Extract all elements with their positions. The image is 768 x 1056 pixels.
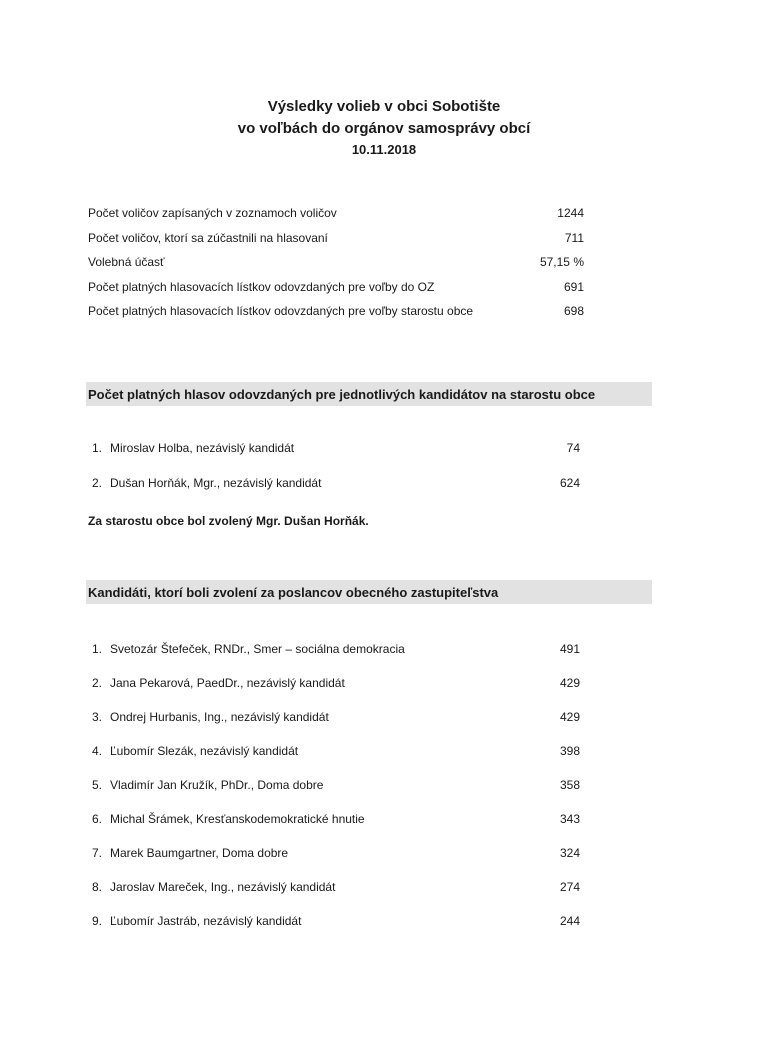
candidate-name: Ľubomír Slezák, nezávislý kandidát: [110, 744, 299, 758]
candidate-number: 5.: [92, 778, 103, 792]
list-item: [92, 802, 580, 836]
candidate-number: 8.: [92, 880, 103, 894]
candidate-name: Dušan Horňák, Mgr., nezávislý kandidát: [110, 475, 322, 490]
candidate-number: 1.: [92, 440, 103, 455]
council-section-heading: Kandidáti, ktorí boli zvolení za poslancov obecného zastupiteľstva: [86, 580, 652, 604]
candidate-votes: 74: [566, 440, 580, 455]
candidate-votes: 491: [559, 642, 580, 656]
candidate-number: 4.: [92, 744, 103, 758]
stat-label: Počet voličov zapísaných v zoznamoch voličov: [88, 206, 337, 221]
stat-label: Počet platných hlasovacích lístkov odovzdaných pre voľby do OZ: [88, 279, 435, 294]
stat-row: [88, 250, 584, 275]
stat-value: 691: [563, 279, 584, 294]
list-item: [92, 768, 580, 802]
title-line-2: vo voľbách do orgánov samosprávy obcí: [237, 120, 531, 137]
list-item: [92, 734, 580, 768]
candidate-votes: 429: [559, 676, 580, 690]
candidate-votes: 358: [559, 778, 580, 792]
candidate-name: Vladimír Jan Kružík, PhDr., Doma dobre: [110, 778, 324, 792]
stat-value: 1244: [557, 206, 584, 221]
candidate-name: Ľubomír Jastráb, nezávislý kandidát: [110, 914, 302, 928]
elected-mayor-note: Za starostu obce bol zvolený Mgr. Dušan Horňák.: [88, 514, 369, 528]
candidate-number: 2.: [92, 475, 103, 490]
list-item: [92, 904, 580, 938]
candidate-name: Marek Baumgartner, Doma dobre: [110, 846, 289, 860]
candidate-name: Ondrej Hurbanis, Ing., nezávislý kandidát: [110, 710, 329, 724]
stat-value: 711: [564, 230, 584, 245]
stat-row: [88, 299, 584, 324]
title-block: [0, 96, 768, 160]
candidate-number: 2.: [92, 676, 103, 690]
list-item: [92, 470, 580, 495]
stat-label: Počet platných hlasovacích lístkov odovzdaných pre voľby starostu obce: [88, 304, 474, 319]
election-date: 10.11.2018: [351, 142, 417, 157]
list-item: [92, 632, 580, 666]
candidate-votes: 429: [559, 710, 580, 724]
candidate-votes: 324: [559, 846, 580, 860]
stat-row: [88, 275, 584, 300]
candidate-number: 3.: [92, 710, 103, 724]
candidate-votes: 244: [559, 914, 580, 928]
stat-value: 57,15 %: [539, 255, 584, 270]
candidate-name: Svetozár Štefeček, RNDr., Smer – sociálna demokracia: [110, 642, 405, 656]
stat-value: 698: [563, 304, 584, 319]
council-candidate-list: [92, 632, 580, 938]
stat-label: Počet voličov, ktorí sa zúčastnili na hlasovaní: [88, 230, 328, 245]
candidate-votes: 624: [559, 475, 580, 490]
list-item: [92, 700, 580, 734]
list-item: [92, 870, 580, 904]
candidate-votes: 274: [559, 880, 580, 894]
list-item: [92, 836, 580, 870]
candidate-votes: 398: [559, 744, 580, 758]
candidate-votes: 343: [559, 812, 580, 826]
candidate-name: Michal Šrámek, Kresťanskodemokratické hnutie: [110, 812, 365, 826]
candidate-number: 6.: [92, 812, 103, 826]
stats-table: [88, 201, 584, 324]
stat-label: Volebná účasť: [88, 255, 165, 270]
candidate-name: Miroslav Holba, nezávislý kandidát: [110, 440, 295, 455]
mayor-candidate-list: [92, 435, 580, 495]
candidate-number: 7.: [92, 846, 103, 860]
candidate-name: Jaroslav Mareček, Ing., nezávislý kandidát: [110, 880, 336, 894]
stat-row: [88, 226, 584, 251]
candidate-number: 1.: [92, 642, 103, 656]
mayor-section-heading: Počet platných hlasov odovzdaných pre jednotlivých kandidátov na starostu obce: [86, 382, 652, 406]
stat-row: [88, 201, 584, 226]
candidate-number: 9.: [92, 914, 103, 928]
title-line-1: Výsledky volieb v obci Sobotište: [267, 98, 501, 115]
list-item: [92, 435, 580, 460]
candidate-name: Jana Pekarová, PaedDr., nezávislý kandidát: [110, 676, 345, 690]
list-item: [92, 666, 580, 700]
